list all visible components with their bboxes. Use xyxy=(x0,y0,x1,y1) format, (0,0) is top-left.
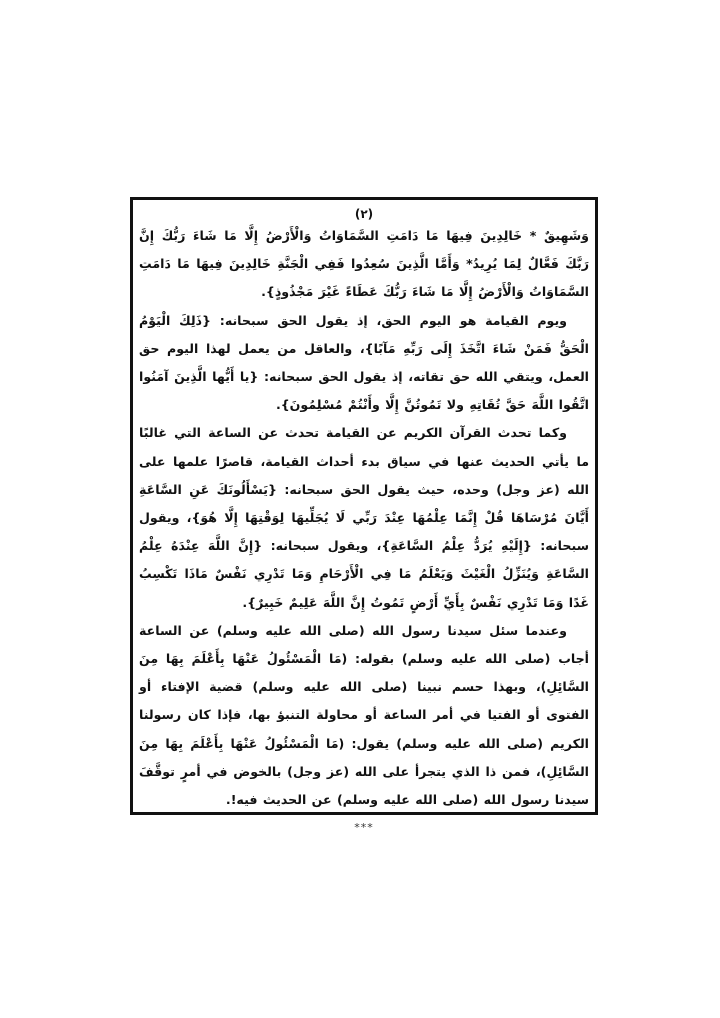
paragraph-hour-knowledge: وكما تحدث القرآن الكريم عن القيامة تحدث عن الساعة التي غالبًا ما يأتي الحديث عنها في سياق بدء أحداث القيامة، قاصرًا علمها على الله (عز وجل) وحده، حيث يقول الحق سبحانه: {يَسْأَلُونَكَ عَنِ السَّاعَةِ أَيَّانَ مُرْسَاهَا قُلْ إِنَّمَا عِلْمُهَا عِنْدَ رَبِّي لَا يُجَلِّيهَا لِوَقْتِهَا إِلَّا هُوَ}، ويقول سبحانه: {إِلَيْهِ يُرَدُّ عِلْمُ السَّاعَةِ}، ويقول سبحانه: {إِنَّ اللَّهَ عِنْدَهُ عِلْمُ السَّاعَةِ وَيُنَزِّلُ الْغَيْثَ وَيَعْلَمُ مَا فِي الْأَرْحَامِ وَمَا تَدْرِي نَفْسٌ مَاذَا تَكْسِبُ غَدًا وَمَا تَدْرِي نَفْسٌ بِأَيِّ أَرْضٍ تَمُوتُ إِنَّ اللَّهَ عَلِيمٌ خَبِيرٌ}. xyxy=(139,425,589,610)
page-number: (٢) xyxy=(354,207,374,221)
page-content xyxy=(139,206,589,835)
paragraph-prophet-answer: وعندما سئل سيدنا رسول الله (صلى الله عليه وسلم) عن الساعة أجاب (صلى الله عليه وسلم) بقوله: (مَا الْمَسْئُولُ عَنْهَا بِأَعْلَمَ بِهَا مِنَ السَّائِلِ)، وبهذا حسم نبينا (صلى الله عليه وسلم) قضية الإفتاء أو الفتوى أو الفتيا في أمر الساعة أو محاولة التنبؤ بها، فإذا كان رسولنا الكريم (صلى الله عليه وسلم) يقول: (مَا الْمَسْئُولُ عَنْهَا بِأَعْلَمَ بِهَا مِنَ السَّائِلِ)، فمن ذا الذي يتجرأ على الله (عز وجل) بالخوض في أمرٍ توقَّفَ سيدنا رسول الله (صلى الله عليه وسلم) عن الحديث فيه!. xyxy=(139,622,589,808)
paragraph-day-of-judgment: ويوم القيامة هو اليوم الحق، إذ يقول الحق سبحانه: {ذَلِكَ الْيَوْمُ الْحَقُّ فَمَنْ شَاءَ اتَّخَذَ إِلَى رَبِّهِ مَآبًا}، والعاقل من يعمل لهذا اليوم حق العمل، ويتقي الله حق تقاته، إذ يقول الحق سبحانه: {يا أَيُّها الَّذِينَ آمَنُوا اتَّقُوا اللَّهَ حَقَّ تُقَاتِهِ ولا تَمُوتُنَّ إِلَّا وأَنْتُمْ مُسْلِمُونَ}. xyxy=(139,312,589,413)
paragraph-quran-verse-continuation: وَشَهِيقٌ * خَالِدِينَ فِيهَا مَا دَامَتِ السَّمَاوَاتُ وَالْأَرْضُ إِلَّا مَا شَاءَ رَبُّكَ إِنَّ رَبَّكَ فَعَّالٌ لِمَا يُرِيدُ* وَأَمَّا الَّذِينَ سُعِدُوا فَفِي الْجَنَّةِ خَالِدِينَ فِيهَا مَا دَامَتِ السَّمَاوَاتُ وَالْأَرْضُ إِلَّا مَا شَاءَ رَبُّكَ عَطَاءً غَيْرَ مَجْذُوذٍ}. xyxy=(139,228,589,300)
section-separator: *** xyxy=(354,821,374,835)
page-border-frame xyxy=(130,197,598,835)
